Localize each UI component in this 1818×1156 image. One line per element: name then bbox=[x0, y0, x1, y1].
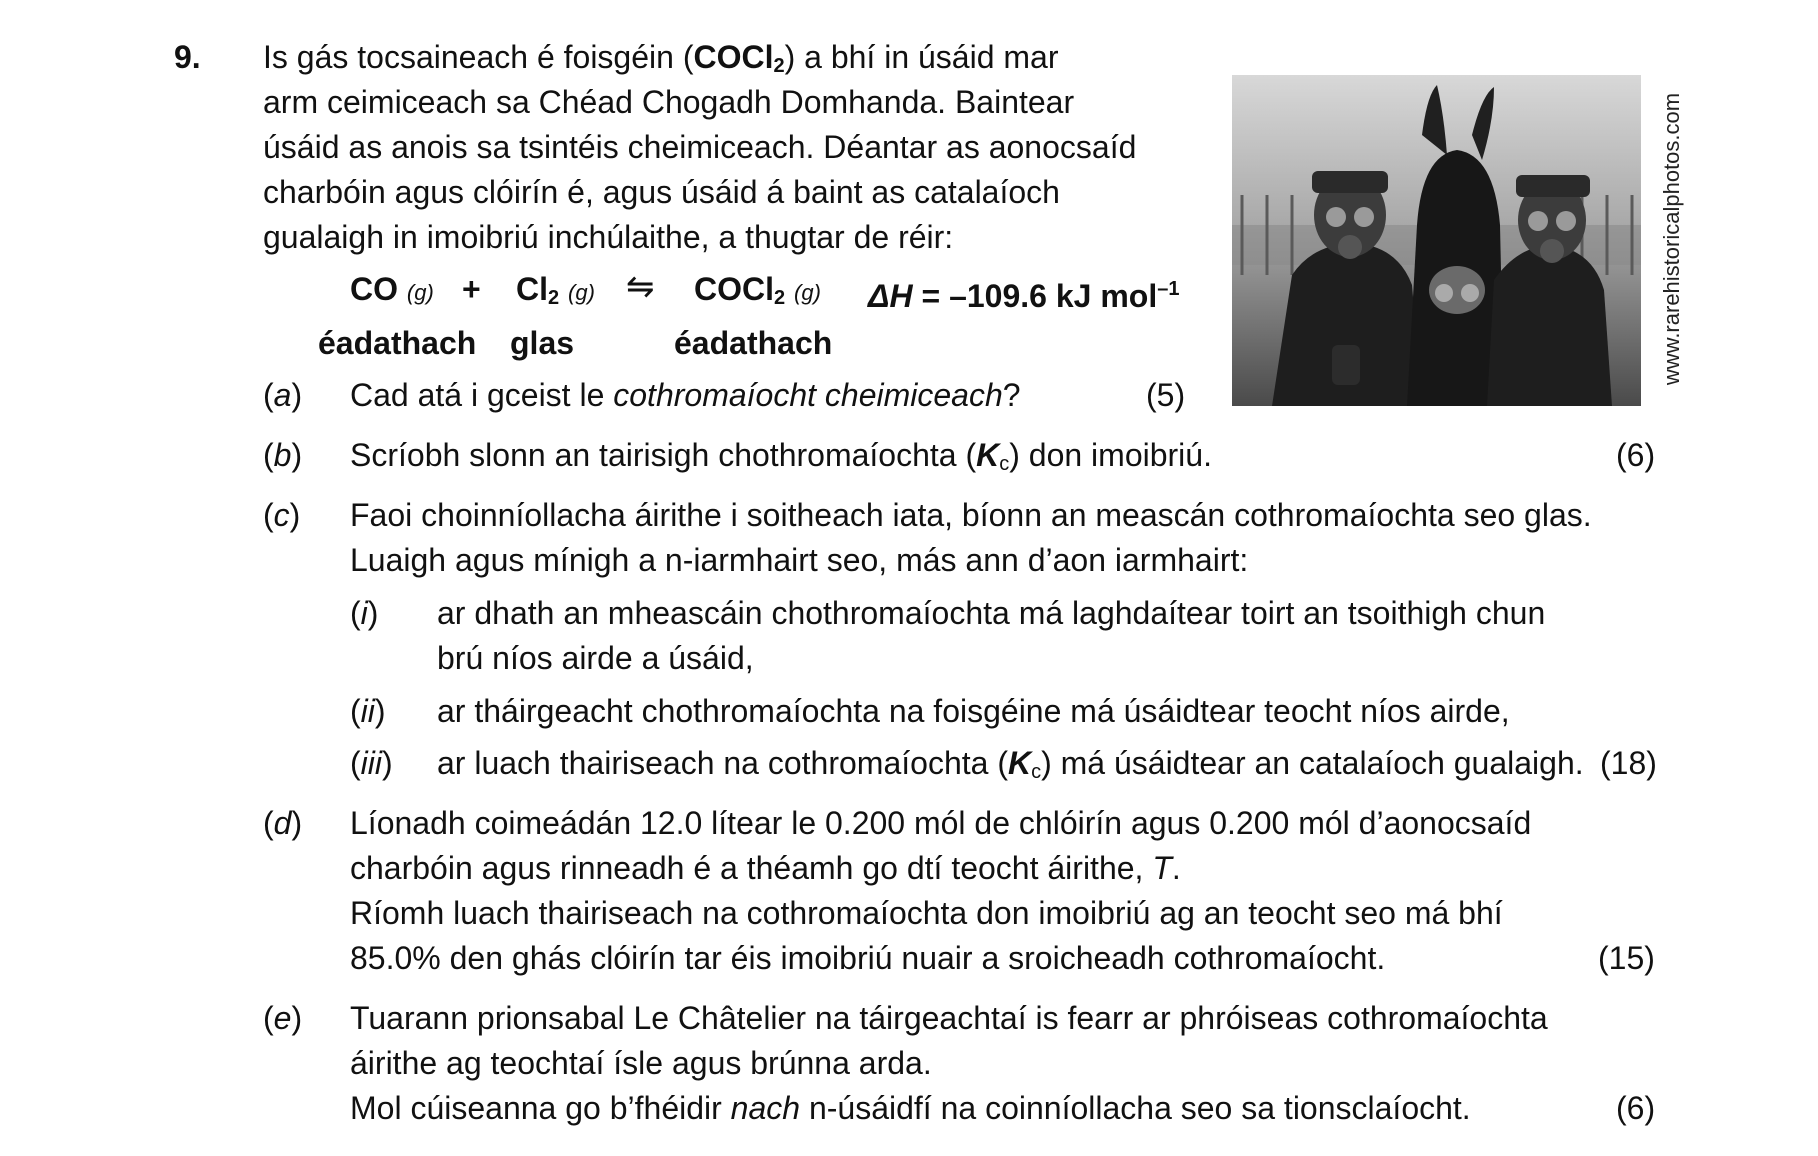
part-c-line-1: Faoi choinníollacha áirithe i soitheach iata, bíonn an meascán cothromaíochta seo glas. bbox=[350, 497, 1592, 533]
question-number: 9. bbox=[174, 39, 201, 75]
part-c-ii-line: ar tháirgeacht chothromaíochta na foisgéine má úsáidtear teocht níos airde, bbox=[437, 693, 1510, 729]
part-c-marks: (18) bbox=[1600, 745, 1657, 781]
equation-product-cocl2: COCl$_2$ (g) bbox=[694, 271, 821, 309]
part-c-line-2: Luaigh agus mínigh a n-iarmhairt seo, más ann d’aon iarmhairt: bbox=[350, 542, 1249, 578]
part-d-line-1: Líonadh coimeádán 12.0 lítear le 0.200 mól de chlóirín agus 0.200 mól d’aonocsaíd bbox=[350, 805, 1532, 841]
part-e-line-2: áirithe ag teochtaí ísle agus brúnna arda. bbox=[350, 1045, 932, 1081]
gas-mask-soldiers-image bbox=[1232, 75, 1641, 406]
photo-watermark: www.rarehistoricalphotos.com bbox=[1659, 92, 1684, 386]
part-e-line-3: Mol cúiseanna go b’fhéidir nach n-úsáidfí na coinníollacha seo sa tionsclaíocht. bbox=[350, 1090, 1471, 1126]
part-c-label: (c) bbox=[263, 497, 301, 533]
label-reactant-colour-co: éadathach bbox=[318, 325, 477, 361]
part-d-marks: (15) bbox=[1598, 940, 1655, 976]
part-c-i-line-2: brú níos airde a úsáid, bbox=[437, 640, 754, 676]
part-e-label: (e) bbox=[263, 1000, 303, 1036]
part-d-line-4: 85.0% den ghás clóirín tar éis imoibriú nuair a sroicheadh cothromaíocht. bbox=[350, 940, 1386, 976]
equation-reactant-cl2: $Cl_2$ (g) bbox=[516, 271, 595, 309]
equation-reactant-co: CO (g) bbox=[350, 271, 434, 307]
part-c-i-label: (i) bbox=[350, 595, 379, 631]
part-d-line-2: charbóin agus rinneadh é a théamh go dtí teocht áirithe, T. bbox=[350, 850, 1181, 886]
part-a-label: (a) bbox=[263, 377, 303, 413]
intro-line-4: charbóin agus clóirín é, agus úsáid á baint as catalaíoch bbox=[263, 174, 1060, 210]
part-d-label: (d) bbox=[263, 805, 303, 841]
equilibrium-arrow: ⇋ bbox=[626, 268, 655, 306]
part-a-text: Cad atá i gceist le cothromaíocht cheimiceach? bbox=[350, 377, 1021, 413]
part-c-i-line-1: ar dhath an mheascáin chothromaíochta má laghdaítear toirt an tsoithigh chun bbox=[437, 595, 1546, 631]
intro-line-2: arm ceimiceach sa Chéad Chogadh Domhanda. Baintear bbox=[263, 84, 1075, 120]
part-c-iii-line: ar luach thairiseach na cothromaíochta $(K_c)$ má úsáidtear an catalaíoch gualaigh. bbox=[437, 745, 1584, 783]
intro-line-1: Is gás tocsaineach é foisgéin (COCl$_2$) a bhí in úsáid mar bbox=[263, 39, 1059, 77]
part-b-label: (b) bbox=[263, 437, 303, 473]
intro-line-3: úsáid as anois sa tsintéis cheimiceach. Déantar as aonocsaíd bbox=[263, 129, 1137, 165]
part-e-marks: (6) bbox=[1616, 1090, 1656, 1126]
historical-photo bbox=[1232, 75, 1641, 406]
part-d-line-3: Ríomh luach thairiseach na cothromaíochta don imoibriú ag an teocht seo má bhí bbox=[350, 895, 1503, 931]
part-a-marks: (5) bbox=[1146, 377, 1186, 413]
part-e-line-1: Tuarann prionsabal Le Châtelier na táirgeachtaí is fearr ar phróiseas cothromaíochta bbox=[350, 1000, 1548, 1036]
part-b-text: Scríobh slonn an tairisigh chothromaíochta $(K_c)$ don imoibriú. bbox=[350, 437, 1212, 475]
intro-line-5: gualaigh in imoibriú inchúlaithe, a thugtar de réir: bbox=[263, 219, 954, 255]
part-b-marks: (6) bbox=[1616, 437, 1656, 473]
enthalpy-change: ΔH = –109.6 kJ mol$^{-1}$ bbox=[868, 278, 1180, 314]
part-c-ii-label: (ii) bbox=[350, 693, 386, 729]
equation-plus: + bbox=[462, 271, 481, 307]
part-c-iii-label: (iii) bbox=[350, 745, 393, 781]
label-product-colour: éadathach bbox=[674, 325, 833, 361]
label-reactant-colour-cl2: glas bbox=[510, 325, 575, 361]
